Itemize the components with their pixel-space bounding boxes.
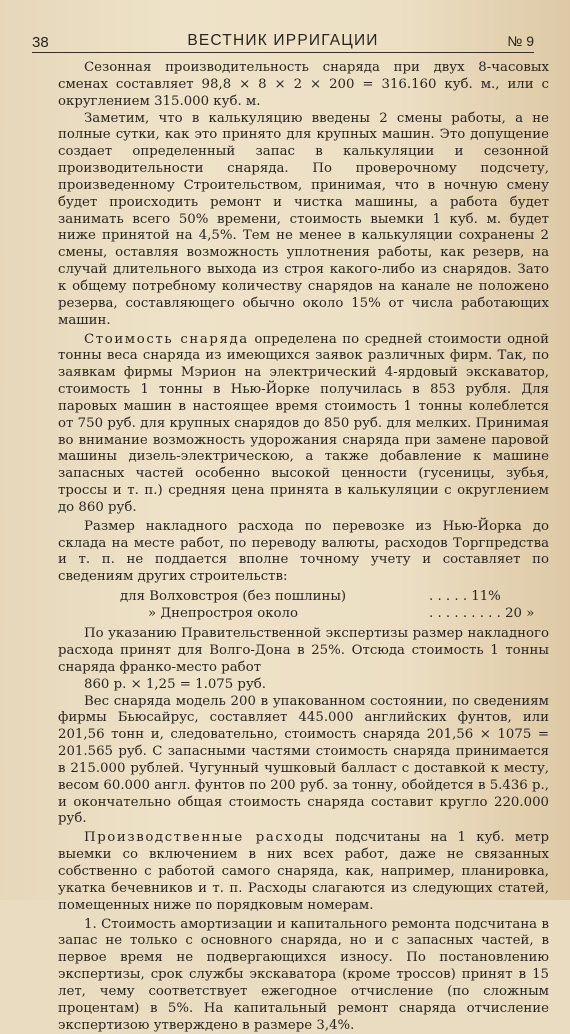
list-item-value: . . . . . . . . . 20 »: [429, 606, 534, 623]
page-header: [32, 30, 534, 52]
spaced-heading: Производственные расходы: [84, 830, 325, 845]
spaced-heading: Стоимость снаряда: [84, 332, 249, 347]
list-item-label: для Волховстроя (без пошлины): [120, 589, 346, 606]
list-item: [58, 606, 549, 623]
header-rule: [32, 52, 534, 53]
list-item-label: » Днепростроя около: [148, 606, 298, 623]
paragraph-dredge-cost: [58, 332, 549, 517]
paragraph-expertise: По указанию Правительственной экспертизы размер накладного расхода принят для Волго-Дона в 25%. Отсюда стоимость 1 тонны снаряда франко-место работ: [58, 626, 549, 677]
paragraph-productivity: Сезонная производительность снаряда при двух 8-часовых сменах составляет 98,8 × 8 × 2 × 200 = 316.160 куб. м., или с округлением 315.000 куб. м.: [58, 60, 549, 111]
article-body: [58, 60, 549, 1034]
paragraph-amortization: 1. Стоимость амортизации и капитального ремонта подсчитана в запас не только с основного снаряда, но и с запасных частей, в первое время не подвергающихся износу. По постановлению экспертизы, срок службы экскаватора (кроме троссов) принят в 15 лет, чему соответствует ежегодное отчисление (по сложным процентам) в 5%. На капитальный ремонт снаряда отчисление экспертизою утверждено в размере 3,4%.: [58, 917, 549, 1034]
overhead-list: [58, 589, 549, 623]
list-item-value: . . . . . 11%: [429, 589, 501, 606]
paragraph-overhead: Размер накладного расхода по перевозке из Нью-Йорка до склада на месте работ, по переводу валюты, расходов Торгпредства и т. п. не поддается вполне точному учету и составляет по сведениям других строительств:: [58, 519, 549, 586]
paragraph-text: определена по средней стоимости одной тонны веса снаряда из имеющихся заявок различных фирм. Так, по заявкам фирмы Мэрион на электрический 4-ярдовый экскаватор, стоимость 1 тонны в Нью-Йорке получилась в 853 рубля. Для паровых машин в настоящее время стоимость 1 тонны колеблется от 750 руб. для крупных снарядов до 850 руб. для мелких. Принимая во внимание возможность удорожания снаряда при замене паровой машины дизель-электрическою, а также добавление к машине запасных частей особенно высокой ценности (гусеницы, зубья, троссы и т. п.) средняя цена принята в калькуляции с округлением до 860 руб.: [58, 332, 549, 515]
issue-number: № 9: [507, 33, 534, 49]
paragraph-shifts: Заметим, что в калькуляцию введены 2 смены работы, а не полные сутки, как это принято для крупных машин. Это допущение создает определенный запас в калькуляции и сезонной производительности снаряда. По проверочному подсчету, произведенному Строительством, принимая, что в ночную смену будет происходить ремонт и чистка машины, а работа будет занимать всего 50% времени, стоимость выемки 1 куб. м. будет ниже принятой на 4,5%. Тем не менее в калькуляции сохранены 2 смены, оставляя возможность уплотнения работы, как резерв, на случай длительного выхода из строя какого-либо из снарядов. Зато к общему потребному количеству снарядов на канале не положено резерва, составляющего обычно около 15% от числа работающих машин.: [58, 111, 549, 330]
cost-formula: 860 р. × 1,25 = 1.075 руб.: [58, 677, 549, 694]
journal-title: ВЕСТНИК ИРРИГАЦИИ: [32, 32, 534, 50]
page-number: 38: [32, 34, 49, 51]
paragraph-weight: Вес снаряда модель 200 в упакованном состоянии, по сведениям фирмы Бьюсайрус, составляет 445.000 английских фунтов, или 201,56 тонн и, следовательно, стоимость снаряда 201,56 × 1075 = 201.565 руб. С запасными частями стоимость снаряда принимается в 215.000 рублей. Чугунный чушковый балласт с доставкой к месту, весом 60.000 англ. фунтов по 200 руб. за тонну, обойдется в 5.436 р., и окончательно общая стоимость снаряда составит кругло 220.000 руб.: [58, 694, 549, 829]
paragraph-production-costs: [58, 830, 549, 914]
paragraph-text: подсчитаны на 1 куб. метр выемки со включением в них всех работ, даже не связанных собственно с работой самого снаряда, как, например, планировка, укатка бечевников и т. п. Расходы слагаются из следующих статей, помещенных ниже по порядковым номерам.: [58, 830, 549, 912]
list-item: [58, 589, 549, 606]
